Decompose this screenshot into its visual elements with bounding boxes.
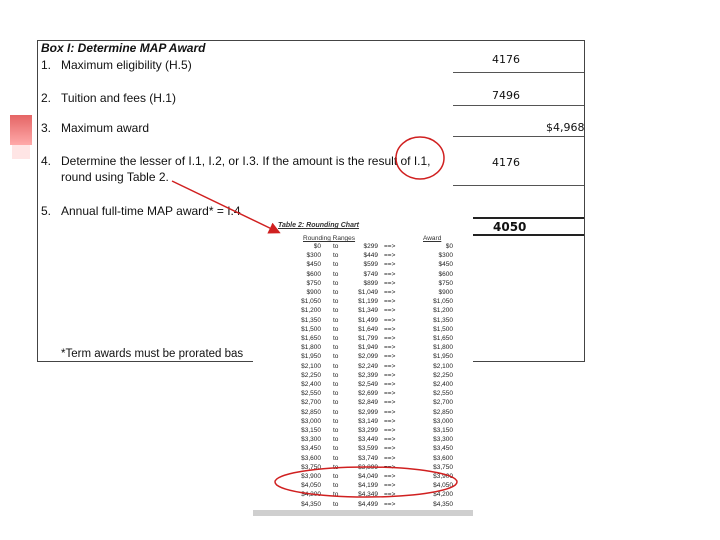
range-to-word: to (333, 454, 339, 462)
term-footnote: *Term awards must be prorated bas (61, 348, 244, 360)
range-from: $3,600 (301, 454, 321, 462)
range-through: $3,749 (358, 454, 378, 462)
range-through: $1,799 (358, 335, 378, 342)
award-amount: $450 (438, 261, 453, 269)
range-to-word: to (333, 344, 339, 352)
arrow: ==> (384, 289, 396, 296)
range-to-word: to (333, 289, 339, 296)
arrow: ==> (384, 408, 396, 416)
range-from: $2,550 (301, 390, 321, 398)
range-to-word: to (333, 252, 339, 260)
arrow: ==> (384, 362, 396, 370)
range-through: $3,599 (358, 445, 378, 453)
range-through: $2,099 (358, 353, 378, 361)
range-through: $2,249 (358, 362, 378, 370)
award-amount: $300 (438, 252, 453, 260)
arrow: ==> (384, 381, 396, 388)
range-from: $1,350 (301, 316, 321, 324)
range-to-word: to (333, 335, 339, 342)
item-2-label: Tuition and fees (H.1) (61, 91, 176, 105)
item-1-value: 4176 (492, 53, 520, 66)
award-amount: $3,450 (433, 445, 453, 453)
arrow: ==> (384, 454, 396, 462)
range-from: $1,200 (301, 307, 321, 315)
item-5-label: Annual full-time MAP award* = I.4 (61, 204, 241, 218)
range-to-word: to (333, 261, 339, 269)
arrow: ==> (384, 473, 396, 480)
range-to-word: to (333, 307, 339, 315)
range-from: $2,400 (301, 381, 321, 388)
range-through: $4,499 (358, 500, 378, 508)
range-through: $4,349 (358, 491, 378, 499)
range-from: $300 (306, 252, 321, 260)
item-5-value: 4050 (493, 220, 527, 234)
range-to-word: to (333, 399, 339, 407)
arrow: ==> (384, 500, 396, 508)
item-4-label: Determine the lesser of I.1, I.2, or I.3. If the amount is the result of I.1, (61, 154, 431, 168)
range-from: $3,300 (301, 436, 321, 444)
range-through: $1,499 (358, 316, 378, 324)
arrow: ==> (384, 390, 396, 398)
range-to-word: to (333, 491, 339, 499)
arrow: ==> (384, 417, 396, 425)
range-to-word: to (333, 353, 339, 361)
range-from: $0 (313, 243, 321, 250)
red-circle-annotation (396, 137, 444, 179)
item-1-label: Maximum eligibility (H.5) (61, 58, 192, 72)
range-from: $1,650 (301, 335, 321, 342)
item-1-number: 1. (41, 58, 52, 72)
range-from: $2,700 (301, 399, 321, 407)
award-amount: $1,950 (433, 353, 453, 361)
range-through: $749 (363, 270, 378, 278)
range-from: $4,200 (301, 491, 321, 499)
range-to-word: to (333, 325, 339, 333)
arrow: ==> (384, 335, 396, 342)
arrow: ==> (384, 399, 396, 407)
range-to-word: to (333, 436, 339, 444)
range-from: $1,500 (301, 325, 321, 333)
range-to-word: to (333, 362, 339, 370)
arrow: ==> (384, 482, 396, 490)
range-through: $1,349 (358, 307, 378, 315)
range-through: $449 (363, 252, 378, 260)
award-amount: $3,000 (433, 417, 453, 425)
range-from: $750 (306, 279, 321, 287)
award-header: Award (423, 235, 442, 242)
award-amount: $2,550 (433, 390, 453, 398)
range-through: $2,399 (358, 371, 378, 379)
range-through: $3,899 (358, 463, 378, 471)
item-3-label: Maximum award (61, 121, 150, 135)
item-2-value: 7496 (492, 89, 520, 102)
range-from: $900 (306, 289, 321, 296)
range-through: $1,199 (358, 298, 378, 306)
award-amount: $3,750 (433, 463, 453, 471)
range-from: $3,450 (301, 445, 321, 453)
red-ellipse-annotation (275, 467, 457, 497)
arrow: ==> (384, 491, 396, 499)
range-from: $3,750 (301, 463, 321, 471)
range-through: $1,649 (358, 325, 378, 333)
range-through: $4,199 (358, 482, 378, 490)
arrow: ==> (384, 445, 396, 453)
award-amount: $1,050 (433, 298, 453, 306)
item-4-label-line2: round using Table 2. (61, 170, 169, 184)
item-4-value: 4176 (492, 156, 520, 169)
range-through: $3,449 (358, 436, 378, 444)
range-to-word: to (333, 381, 339, 388)
award-amount: $2,700 (433, 399, 453, 407)
award-amount: $1,800 (433, 344, 453, 352)
item-2-number: 2. (41, 91, 52, 105)
range-to-word: to (333, 482, 339, 490)
award-amount: $2,100 (433, 362, 453, 370)
range-from: $3,900 (301, 473, 321, 480)
range-to-word: to (333, 427, 339, 434)
award-amount: $3,900 (433, 473, 453, 480)
range-through: $3,149 (358, 417, 378, 425)
range-through: $899 (363, 279, 378, 287)
range-through: $599 (363, 261, 378, 269)
red-arrow-annotation (172, 181, 278, 232)
award-amount: $2,400 (433, 381, 453, 388)
range-through: $2,699 (358, 390, 378, 398)
range-through: $1,949 (358, 344, 378, 352)
range-to-word: to (333, 390, 339, 398)
range-from: $600 (306, 270, 321, 278)
range-through: $2,849 (358, 399, 378, 407)
award-amount: $3,150 (433, 427, 453, 434)
range-through: $299 (363, 243, 378, 250)
arrow: ==> (384, 371, 396, 379)
range-to-word: to (333, 316, 339, 324)
award-amount: $1,500 (433, 325, 453, 333)
award-amount: $2,850 (433, 408, 453, 416)
arrow: ==> (384, 436, 396, 444)
arrow: ==> (384, 427, 396, 434)
award-amount: $1,350 (433, 316, 453, 324)
range-from: $2,250 (301, 371, 321, 379)
range-to-word: to (333, 371, 339, 379)
range-to-word: to (333, 243, 339, 250)
range-through: $2,999 (358, 408, 378, 416)
arrow: ==> (384, 344, 396, 352)
arrow: ==> (384, 270, 396, 278)
range-to-word: to (333, 298, 339, 306)
award-amount: $4,050 (433, 482, 453, 490)
award-amount: $600 (438, 270, 453, 278)
range-to-word: to (333, 270, 339, 278)
award-amount: $2,250 (433, 371, 453, 379)
range-from: $2,100 (301, 362, 321, 370)
award-amount: $1,650 (433, 335, 453, 342)
item-5-number: 5. (41, 204, 52, 218)
award-amount: $1,200 (433, 307, 453, 315)
arrow: ==> (384, 261, 396, 269)
range-to-word: to (333, 279, 339, 287)
range-from: $4,050 (301, 482, 321, 490)
range-through: $3,299 (358, 427, 378, 434)
range-from: $1,050 (301, 298, 321, 306)
arrow: ==> (384, 316, 396, 324)
award-amount: $3,300 (433, 436, 453, 444)
item-3-value: $4,968 (546, 121, 585, 134)
item-4-number: 4. (41, 154, 52, 168)
range-from: $450 (306, 261, 321, 269)
award-amount: $3,600 (433, 454, 453, 462)
range-from: $1,800 (301, 344, 321, 352)
range-through: $2,549 (358, 381, 378, 388)
award-amount: $4,200 (433, 491, 453, 499)
range-from: $3,150 (301, 427, 321, 434)
range-to-word: to (333, 408, 339, 416)
range-from: $1,950 (301, 353, 321, 361)
range-through: $4,049 (358, 473, 378, 480)
award-amount: $750 (438, 279, 453, 287)
arrow: ==> (384, 243, 396, 250)
range-from: $3,000 (301, 417, 321, 425)
rounding-chart-title: Table 2: Rounding Chart (278, 222, 360, 229)
range-to-word: to (333, 463, 339, 471)
arrow: ==> (384, 353, 396, 361)
range-from: $4,350 (301, 500, 321, 508)
range-to-word: to (333, 417, 339, 425)
box-title: Box I: Determine MAP Award (41, 41, 206, 55)
award-amount: $4,350 (433, 500, 453, 508)
rounding-ranges-header: Rounding Ranges (303, 235, 356, 242)
award-amount: $900 (438, 289, 453, 296)
range-to-word: to (333, 445, 339, 453)
arrow: ==> (384, 279, 396, 287)
item-3-number: 3. (41, 121, 52, 135)
range-from: $2,850 (301, 408, 321, 416)
range-to-word: to (333, 473, 339, 480)
award-amount: $0 (445, 243, 453, 250)
arrow: ==> (384, 463, 396, 471)
arrow: ==> (384, 325, 396, 333)
range-to-word: to (333, 500, 339, 508)
arrow: ==> (384, 307, 396, 315)
arrow: ==> (384, 252, 396, 260)
range-through: $1,049 (358, 289, 378, 296)
arrow: ==> (384, 298, 396, 306)
